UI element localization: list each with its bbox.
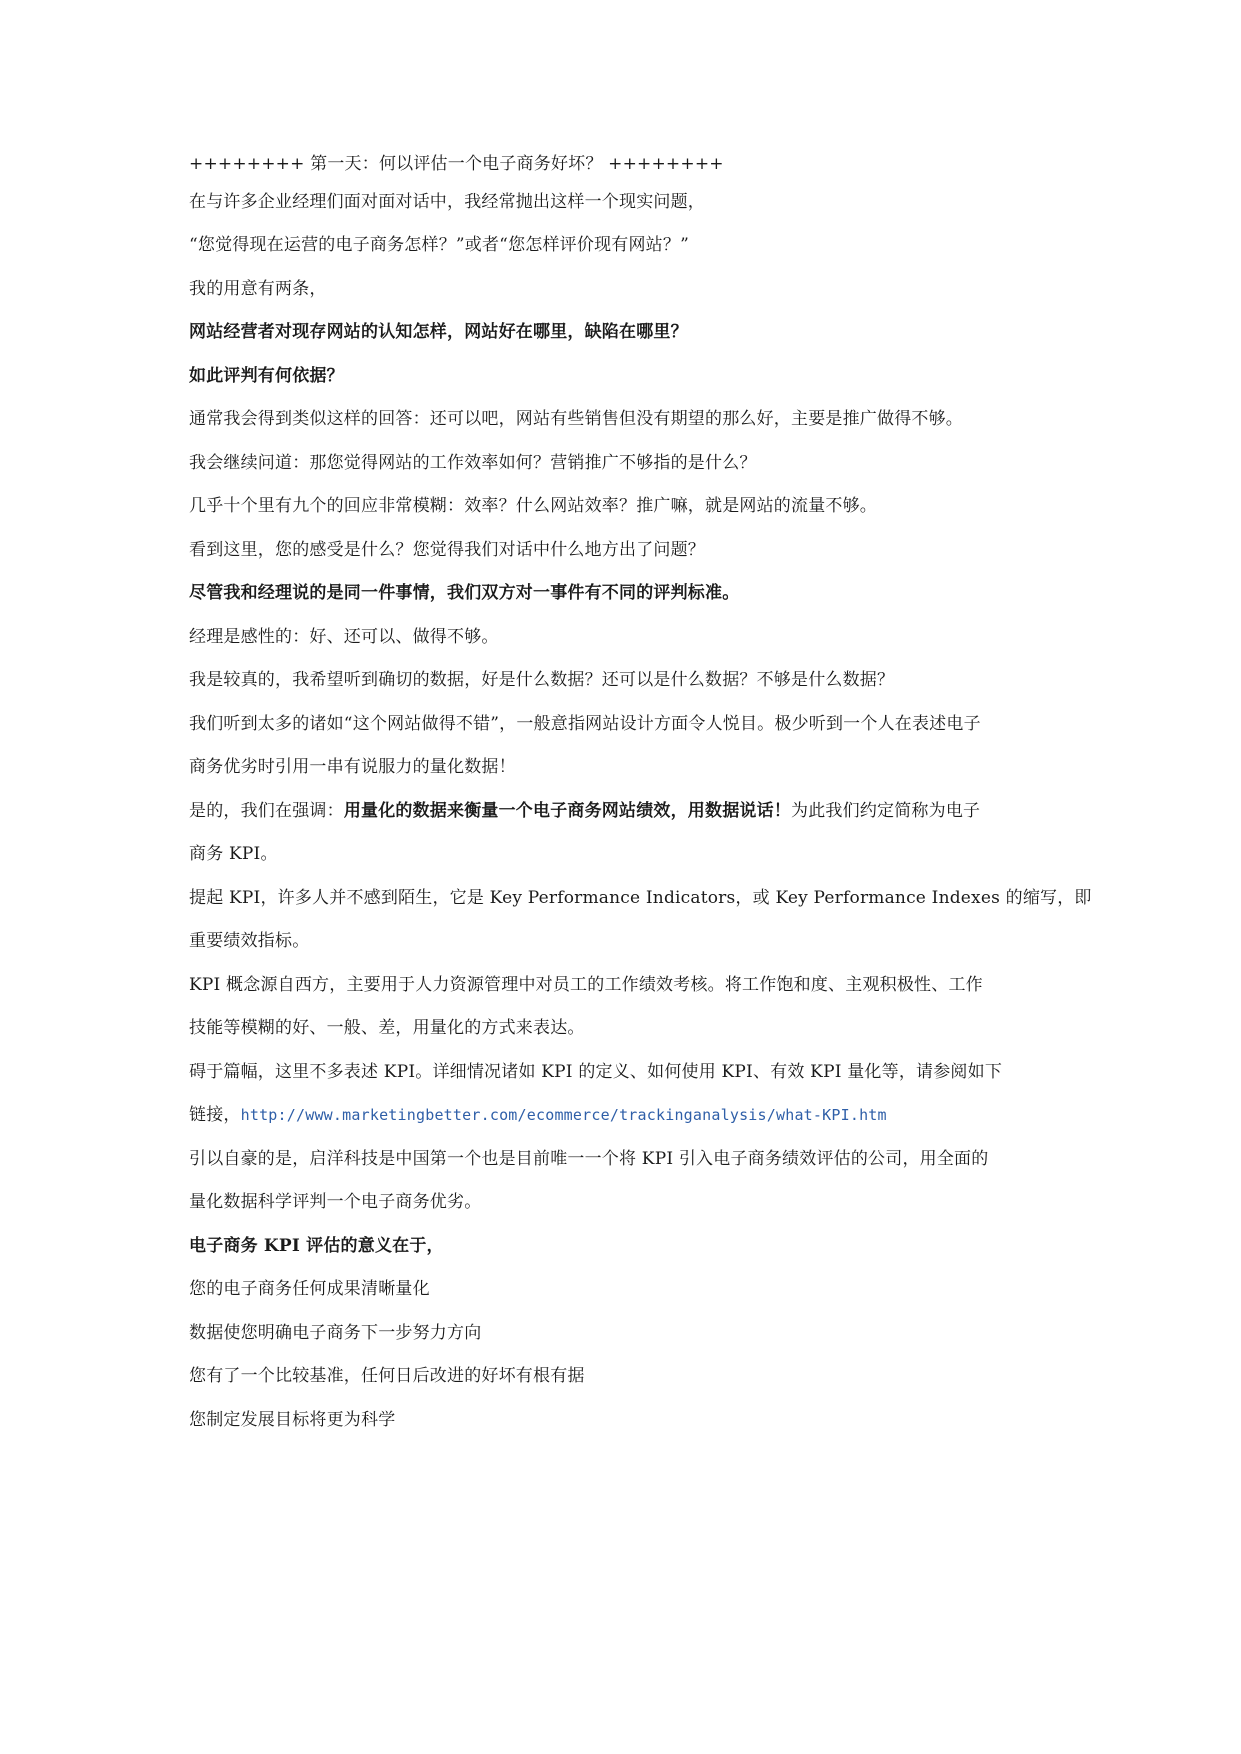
list-line: 您制定发展目标将更为科学 — [189, 1410, 396, 1430]
paragraph-line: 通常我会得到类似这样的回答：还可以吧，网站有些销售但没有期望的那么好，主要是推广做得不够。 — [189, 409, 963, 429]
paragraph-line: 我们听到太多的诸如“这个网站做得不错”，一般意指网站设计方面令人悦目。极少听到一个人在表述电子 — [189, 714, 981, 734]
paragraph-line: 商务 KPI。 — [189, 844, 278, 864]
list-line: 您的电子商务任何成果清晰量化 — [189, 1279, 430, 1299]
paragraph-line: 我会继续问道：那您觉得网站的工作效率如何？营销推广不够指的是什么？ — [189, 453, 757, 473]
paragraph-line: KPI 概念源自西方，主要用于人力资源管理中对员工的工作绩效考核。将工作饱和度、主观积极性、工作 — [189, 975, 983, 995]
paragraph-line: 量化数据科学评判一个电子商务优劣。 — [189, 1192, 482, 1212]
paragraph-line: 在与许多企业经理们面对面对话中，我经常抛出这样一个现实问题， — [189, 192, 705, 212]
paragraph-line: 商务优劣时引用一串有说服力的量化数据！ — [189, 757, 516, 777]
plain-text: 链接， — [189, 1105, 241, 1125]
paragraph-line: 提起 KPI，许多人并不感到陌生，它是 Key Performance Indicators，或 Key Performance Indexes 的缩写，即 — [189, 888, 1092, 908]
heading-line: ++++++++ 第一天：何以评估一个电子商务好坏？ ++++++++ — [189, 154, 724, 174]
paragraph-line: 碍于篇幅，这里不多表述 KPI。详细情况诸如 KPI 的定义、如何使用 KPI、有效 KPI 量化等，请参阅如下 — [189, 1062, 1003, 1082]
paragraph-line: 看到这里，您的感受是什么？您觉得我们对话中什么地方出了问题？ — [189, 540, 705, 560]
bold-paragraph-line: 如此评判有何依据？ — [189, 366, 344, 386]
emphasis-text: 用量化的数据来衡量一个电子商务网站绩效，用数据说话！ — [343, 801, 792, 821]
bold-paragraph-line: 网站经营者对现存网站的认知怎样，网站好在哪里，缺陷在哪里？ — [189, 322, 688, 342]
plain-text: 是的，我们在强调： — [189, 801, 344, 821]
kpi-reference-link[interactable]: http://www.marketingbetter.com/ecommerce/trackinganalysis/what-KPI.htm — [240, 1106, 887, 1124]
paragraph-line: 我是较真的，我希望听到确切的数据，好是什么数据？还可以是什么数据？不够是什么数据？ — [189, 670, 895, 690]
list-line: 数据使您明确电子商务下一步努力方向 — [189, 1323, 482, 1343]
bold-paragraph-line: 电子商务 KPI 评估的意义在于， — [189, 1236, 444, 1256]
paragraph-line: “您觉得现在运营的电子商务怎样？”或者“您怎样评价现有网站？” — [189, 235, 689, 255]
paragraph-line: 重要绩效指标。 — [189, 931, 310, 951]
link-line — [189, 1103, 887, 1127]
paragraph-line: 我的用意有两条， — [189, 279, 327, 299]
list-line: 您有了一个比较基准，任何日后改进的好坏有根有据 — [189, 1366, 585, 1386]
plain-text: 为此我们约定简称为电子 — [791, 801, 981, 821]
paragraph-line: 经理是感性的：好、还可以、做得不够。 — [189, 627, 499, 647]
mixed-paragraph-line — [189, 799, 980, 823]
paragraph-line: 技能等模糊的好、一般、差，用量化的方式来表达。 — [189, 1018, 585, 1038]
paragraph-line: 几乎十个里有九个的回应非常模糊：效率？什么网站效率？推广嘛，就是网站的流量不够。 — [189, 496, 877, 516]
bold-paragraph-line: 尽管我和经理说的是同一件事情，我们双方对一事件有不同的评判标准。 — [189, 583, 740, 603]
paragraph-line: 引以自豪的是，启洋科技是中国第一个也是目前唯一一个将 KPI 引入电子商务绩效评估的公司，用全面的 — [189, 1149, 989, 1169]
